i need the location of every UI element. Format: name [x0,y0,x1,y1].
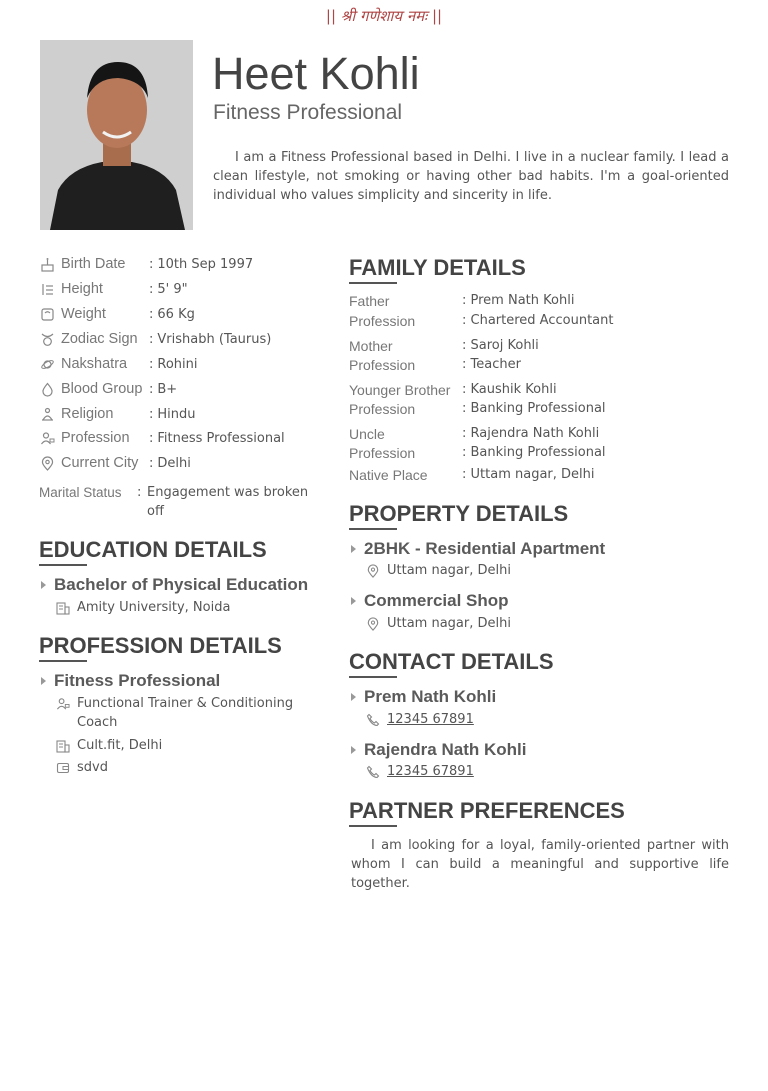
property-location: Uttam nagar, Delhi [387,563,511,578]
info-row-profession: Profession : Fitness Professional [40,428,285,448]
property-underline [349,528,397,530]
info-value: Rohini [157,356,198,372]
profile-photo [40,40,193,230]
caret-right-icon [351,545,356,553]
info-row-weight: Weight : 66 Kg [40,304,195,324]
family-value: : Kaushik Kohli [462,382,557,397]
partner-heading: PARTNER PREFERENCES [349,798,625,823]
family-value: : Chartered Accountant [462,313,614,328]
info-label: Religion [61,406,114,422]
person-work-icon [40,431,55,446]
about-text: I am a Fitness Professional based in Delhi. I live in a nuclear family. I lead a clean lifestyle, not smoking or having other bad habits. I'm a goal-oriented individual who values simplicity and sincerity in life. [213,150,729,203]
property-location: Uttam nagar, Delhi [387,616,511,631]
family-label: Profession [349,313,416,329]
family-label: Uncle [349,426,385,442]
contact-underline [349,676,397,678]
profession-income: sdvd [77,760,108,775]
profession-role-line2: Coach [77,715,118,730]
profession-income-row [56,760,108,775]
family-value: : Prem Nath Kohli [462,293,575,308]
height-icon [40,282,55,297]
caret-right-icon [41,581,46,589]
caret-right-icon [351,746,356,754]
building-icon [56,739,70,753]
info-label: Weight [61,306,106,322]
cake-icon [40,257,55,272]
building-icon [56,601,70,615]
phone-icon [366,765,380,779]
family-value: : Rajendra Nath Kohli [462,426,600,441]
info-label: Birth Date [61,256,126,272]
property-location-row [366,616,511,631]
profession-role-line1: Functional Trainer & Conditioning [77,696,294,711]
family-value: : Teacher [462,357,521,372]
contact-name: Rajendra Nath Kohli [364,740,527,759]
family-label: Native Place [349,467,428,483]
info-row-height: Height : 5' 9" [40,279,188,299]
family-value: : Banking Professional [462,445,606,460]
info-value: Hindu [157,406,196,422]
family-label: Mother [349,338,393,354]
marital-label: Marital Status [39,485,122,500]
planet-icon [40,357,55,372]
info-row-blood-group: Blood Group : B+ [40,379,177,399]
property-heading: PROPERTY DETAILS [349,501,569,526]
contact-phone-row [366,764,474,779]
profession-underline [39,660,87,662]
education-heading: EDUCATION DETAILS [39,537,267,562]
caret-right-icon [351,693,356,701]
caret-right-icon [351,597,356,605]
info-row-nakshatra: Nakshatra : Rohini [40,354,198,374]
wallet-icon [56,761,70,775]
info-row-religion: Religion : Hindu [40,404,196,424]
family-label: Profession [349,401,416,417]
family-label: Profession [349,357,416,373]
info-label: Nakshatra [61,356,128,372]
phone-icon [366,713,380,727]
family-label: Profession [349,445,416,461]
family-label: Father [349,293,390,309]
blood-drop-icon [40,382,55,397]
family-value: : Saroj Kohli [462,338,539,353]
info-row-current-city: Current City : Delhi [40,453,191,473]
location-pin-icon [366,564,380,578]
info-value: Delhi [157,455,191,471]
info-label: Blood Group [61,381,143,397]
info-row-birth-date: Birth Date : 10th Sep 1997 [40,254,253,274]
partner-text: I am looking for a loyal, family-oriented partner with whom I can build a meaningful and supportive life together. [351,838,729,891]
property-title: Commercial Shop [364,591,509,610]
info-label: Height [61,281,103,297]
contact-phone-link[interactable]: 12345 67891 [387,712,474,727]
contact-name: Prem Nath Kohli [364,687,497,706]
education-institute: Amity University, Noida [77,600,231,615]
info-value: 5' 9" [157,281,188,297]
education-institute-row [56,600,230,615]
family-value: : Banking Professional [462,401,606,416]
info-value: 66 Kg [157,306,195,322]
partner-underline [349,825,397,827]
education-underline [39,564,87,566]
marital-value-line1: Engagement was broken [147,485,309,500]
profession-company: Cult.fit, Delhi [77,738,163,753]
profession-title: Fitness Professional [54,671,221,690]
profile-name: Heet Kohli [212,48,420,99]
family-value: : Uttam nagar, Delhi [462,467,595,482]
profession-role-row [56,696,293,711]
location-pin-icon [366,617,380,631]
profession-company-row [56,738,162,753]
family-heading: FAMILY DETAILS [349,255,526,280]
info-value: B+ [157,381,178,397]
contact-phone-link[interactable]: 12345 67891 [387,764,474,779]
marital-value-line2: off [147,504,164,519]
taurus-icon [40,332,55,347]
info-value: Vrishabh (Taurus) [157,331,272,347]
contact-phone-row [366,712,474,727]
contact-heading: CONTACT DETAILS [349,649,554,674]
profile-title: Fitness Professional [213,101,403,124]
property-location-row [366,563,511,578]
info-label: Zodiac Sign [61,331,138,347]
info-value: 10th Sep 1997 [157,256,254,272]
location-pin-icon [40,456,55,471]
family-underline [349,282,397,284]
info-row-zodiac: Zodiac Sign : Vrishabh (Taurus) [40,329,271,349]
weight-scale-icon [40,307,55,322]
profession-heading: PROFESSION DETAILS [39,633,282,658]
property-title: 2BHK - Residential Apartment [364,539,606,558]
info-value: Fitness Professional [157,430,285,446]
invocation-text: || श्री गणेशाय नमः || [325,7,443,25]
info-label: Profession [61,430,130,446]
education-degree: Bachelor of Physical Education [54,575,309,594]
family-label: Younger Brother [349,382,451,398]
caret-right-icon [41,677,46,685]
person-work-icon [56,697,70,711]
info-label: Current City [61,455,139,471]
religion-icon [40,407,55,422]
